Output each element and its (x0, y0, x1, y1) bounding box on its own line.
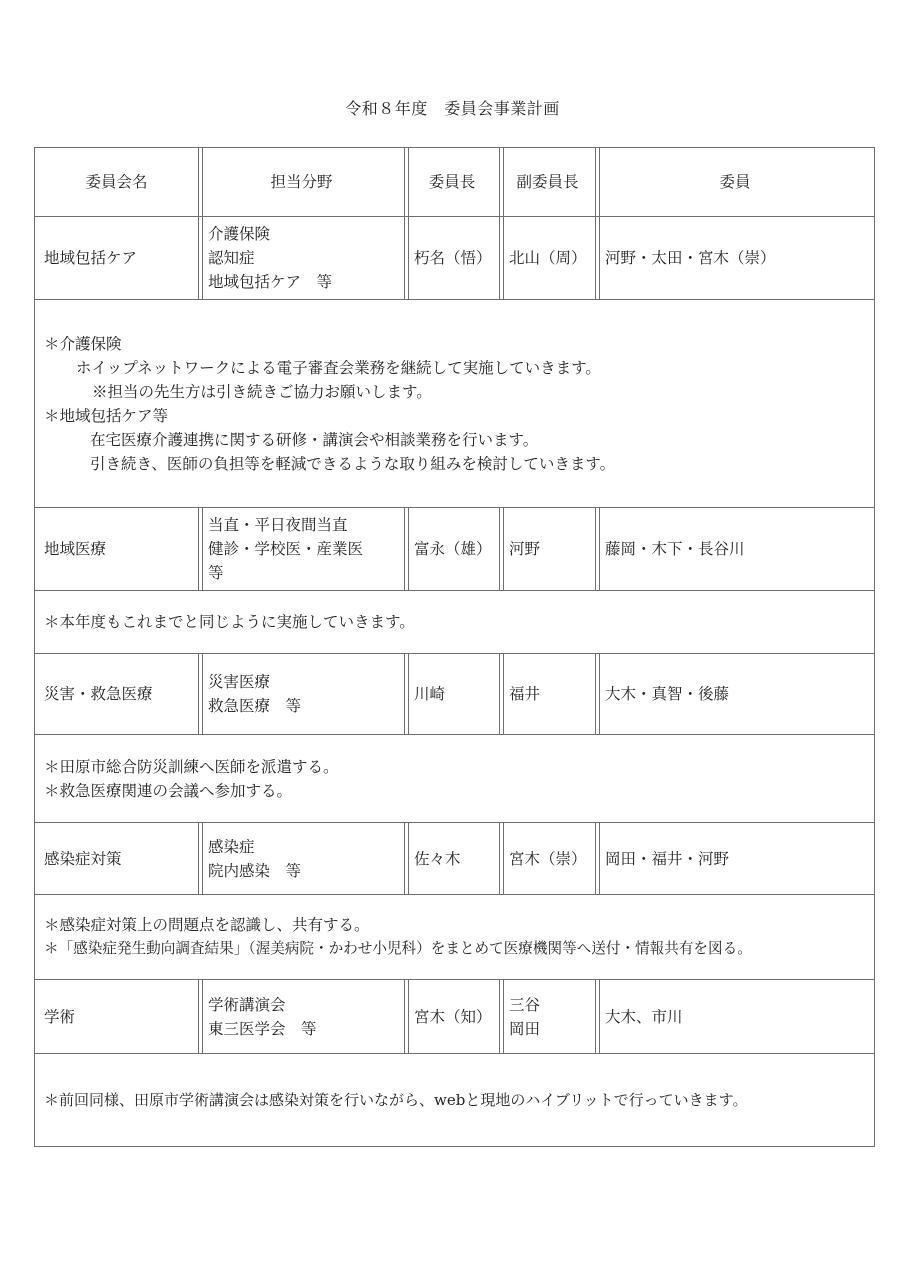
committee-name: 地域包括ケア (35, 217, 199, 300)
header-vice-chair: 副委員長 (500, 148, 596, 217)
vice-chair-line: 宮木（崇） (509, 849, 587, 868)
table-row (35, 980, 875, 1054)
field-line: 感染症 (208, 837, 255, 856)
committee-plan-table (34, 147, 875, 1147)
plan-note (35, 300, 875, 508)
vice-chair-cell (500, 654, 596, 735)
committee-name: 学術 (35, 980, 199, 1054)
header-members: 委員 (596, 148, 875, 217)
chair-cell: 宮木（知） (405, 980, 500, 1054)
field-line: 地域包括ケア 等 (208, 273, 333, 291)
note-line: ホイップネットワークによる電子審査会業務を継続して実施していきます。 (76, 358, 601, 377)
plan-note (35, 591, 875, 654)
header-committee: 委員会名 (35, 148, 199, 217)
field-cell (199, 823, 405, 895)
note-row (35, 1054, 875, 1147)
field-cell (199, 508, 405, 591)
page-title: 令和８年度 委員会事業計画 (345, 99, 560, 118)
header-row (35, 148, 875, 217)
field-line: 等 (208, 564, 224, 582)
committee-name: 地域医療 (35, 508, 199, 591)
field-cell (199, 654, 405, 735)
header-field: 担当分野 (199, 148, 405, 217)
field-line: 災害医療 (208, 673, 271, 691)
vice-chair-line: 河野 (509, 540, 541, 558)
chair-cell: 川崎 (405, 654, 500, 735)
members-cell: 河野・太田・宮木（崇） (596, 217, 875, 300)
note-line: ＊前回同様、田原市学術講演会は感染対策を行いながら、webと現地のハイブリットで行っていきます。 (44, 1091, 748, 1109)
field-line: 当直・平日夜間当直 (208, 516, 348, 534)
note-line: ＊本年度もこれまでと同じように実施していきます。 (44, 613, 415, 631)
field-cell (199, 217, 405, 300)
vice-chair-cell (500, 980, 596, 1054)
field-line: 認知症 (208, 249, 255, 267)
note-row (35, 591, 875, 654)
committee-name: 感染症対策 (35, 823, 199, 895)
table-row (35, 823, 875, 895)
table-row (35, 508, 875, 591)
field-line: 救急医療 等 (208, 697, 302, 715)
members-cell: 藤岡・木下・長谷川 (596, 508, 875, 591)
committee-name: 災害・救急医療 (35, 654, 199, 735)
plan-note (35, 1054, 875, 1147)
vice-chair-line: 北山（周） (509, 249, 587, 267)
note-line: ＊「感染症発生動向調査結果」（渥美病院・かわせ小児科）をまとめて医療機関等へ送付・情報共有を図る。 (44, 940, 752, 957)
note-row (35, 735, 875, 823)
field-line: 学術講演会 (208, 995, 286, 1014)
vice-chair-line: 三谷 (509, 995, 541, 1014)
note-line: 在宅医療介護連携に関する研修・講演会や相談業務を行います。 (90, 430, 539, 449)
field-line: 健診・学校医・産業医 (208, 540, 364, 558)
members-cell: 岡田・福井・河野 (596, 823, 875, 895)
members-cell: 大木・真智・後藤 (596, 654, 875, 735)
vice-chair-line: 福井 (509, 685, 541, 703)
table-row (35, 217, 875, 300)
plan-note (35, 735, 875, 823)
vice-chair-cell (500, 217, 596, 300)
note-line: 引き続き、医師の負担等を軽減できるような取り組みを検討していきます。 (90, 454, 616, 473)
note-line: ＊感染症対策上の問題点を認識し、共有する。 (44, 916, 370, 934)
chair-cell: 富永（雄） (405, 508, 500, 591)
note-line: ※担当の先生方は引き続きご協力お願いします。 (92, 382, 432, 401)
note-line: ＊介護保険 (44, 334, 122, 353)
table-row (35, 654, 875, 735)
vice-chair-cell (500, 508, 596, 591)
note-line: ＊救急医療関連の会議へ参加する。 (44, 781, 293, 800)
plan-note (35, 895, 875, 980)
vice-chair-cell (500, 823, 596, 895)
field-line: 院内感染 等 (208, 861, 302, 880)
vice-chair-line: 岡田 (509, 1019, 541, 1038)
header-chair: 委員長 (405, 148, 500, 217)
field-line: 介護保険 (208, 225, 271, 243)
note-row (35, 300, 875, 508)
field-line: 東三医学会 等 (208, 1019, 317, 1038)
members-cell: 大木、市川 (596, 980, 875, 1054)
field-cell (199, 980, 405, 1054)
chair-cell: 朽名（悟） (405, 217, 500, 300)
note-line: ＊地域包括ケア等 (44, 406, 169, 425)
chair-cell: 佐々木 (405, 823, 500, 895)
note-row (35, 895, 875, 980)
note-line: ＊田原市総合防災訓練へ医師を派遣する。 (44, 757, 339, 776)
